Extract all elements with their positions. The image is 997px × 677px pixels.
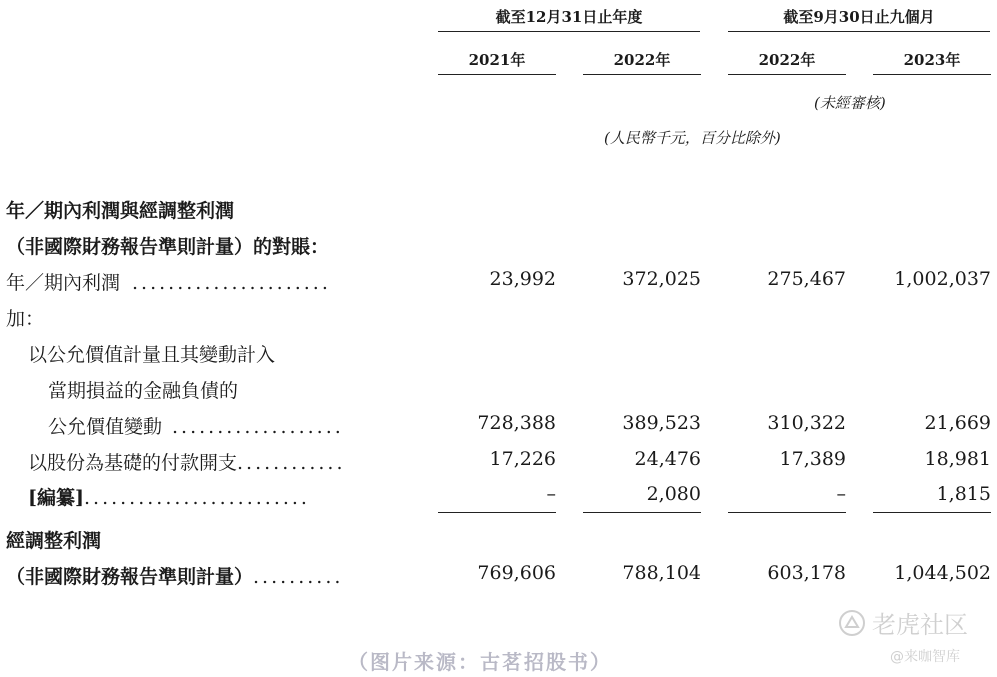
row-adjusted-label-1: 經調整利潤 <box>6 530 102 552</box>
row-share-based-2022: 24,476 <box>634 448 701 470</box>
row-share-based-2022-9m: 17,389 <box>779 448 846 470</box>
section-title-line-1: 年／期內利潤與經調整利潤 <box>6 200 235 222</box>
unit-note: (人民幣千元，百分比除外) <box>604 129 781 147</box>
unaudited-note: (未經審核) <box>814 94 886 112</box>
source-note: （图片来源：古茗招股书） <box>348 650 612 674</box>
row-fair-value-label-3: 公允價值變動 ................... <box>48 416 344 438</box>
subtotal-rule-1 <box>438 512 556 513</box>
watermark-logo-icon <box>838 609 866 643</box>
year-header-1: 2021年 <box>468 51 526 69</box>
year-header-3-rule <box>728 74 846 75</box>
year-header-3: 2022年 <box>758 51 816 69</box>
row-redacted-2021: – <box>546 483 556 505</box>
subtotal-rule-4 <box>873 512 991 513</box>
year-header-2: 2022年 <box>613 51 671 69</box>
row-redacted-2022-9m: – <box>836 483 846 505</box>
row-profit-2022-9m: 275,467 <box>767 268 846 290</box>
row-adjusted-2022-9m: 603,178 <box>767 562 846 584</box>
row-profit-label: 年／期內利潤 ...................... <box>6 272 331 294</box>
year-header-4-rule <box>873 74 991 75</box>
year-header-2-rule <box>583 74 701 75</box>
row-share-based-2021: 17,226 <box>489 448 556 470</box>
section-title-line-2: （非國際財務報告準則計量）的對賬： <box>6 236 330 258</box>
header-group-year-rule <box>438 31 700 32</box>
row-fair-value-label-1: 以公允價值計量且其變動計入 <box>28 344 276 366</box>
row-adjusted-2023-9m: 1,044,502 <box>894 562 991 584</box>
watermark-brand: 老虎社区 <box>838 605 968 643</box>
row-profit-2023-9m: 1,002,037 <box>894 268 991 290</box>
row-profit-2022: 372,025 <box>622 268 701 290</box>
row-share-based-label: 以股份為基礎的付款開支............ <box>28 452 346 474</box>
watermark-sub: @来咖智库 <box>890 649 960 665</box>
header-group-nine-months: 截至9月30日止九個月 <box>783 8 935 26</box>
row-fair-value-2023-9m: 21,669 <box>924 412 991 434</box>
subtotal-rule-2 <box>583 512 701 513</box>
row-adjusted-2021: 769,606 <box>477 562 556 584</box>
row-adjusted-label-2: （非國際財務報告準則計量）.......... <box>6 566 344 588</box>
header-group-year: 截至12月31日止年度 <box>495 8 643 26</box>
row-fair-value-label-2: 當期損益的金融負債的 <box>48 380 239 402</box>
row-fair-value-2022-9m: 310,322 <box>767 412 846 434</box>
row-redacted-2022: 2,080 <box>646 483 701 505</box>
year-header-4: 2023年 <box>903 51 961 69</box>
subtotal-rule-3 <box>728 512 846 513</box>
row-redacted-2023-9m: 1,815 <box>936 483 991 505</box>
row-fair-value-2021: 728,388 <box>477 412 556 434</box>
year-header-1-rule <box>438 74 556 75</box>
row-profit-2021: 23,992 <box>489 268 556 290</box>
row-redacted-label: [編纂]......................... <box>28 487 310 509</box>
row-share-based-2023-9m: 18,981 <box>924 448 991 470</box>
header-group-nine-months-rule <box>728 31 990 32</box>
row-add-label: 加： <box>6 308 45 330</box>
row-fair-value-2022: 389,523 <box>622 412 701 434</box>
row-adjusted-2022: 788,104 <box>622 562 701 584</box>
